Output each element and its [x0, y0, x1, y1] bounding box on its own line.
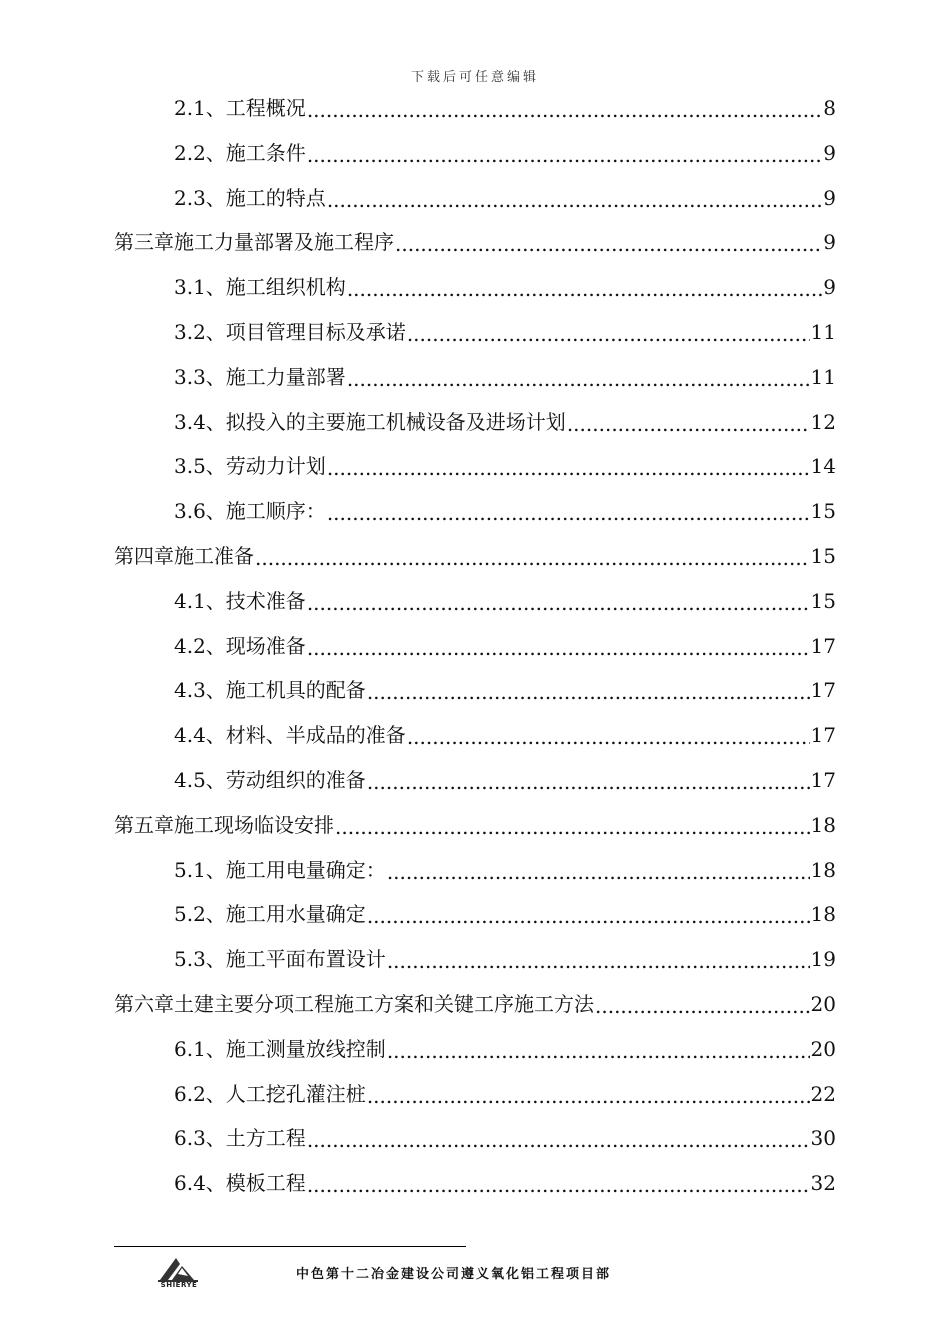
toc-entry-title: 5.2、施工用水量确定 — [174, 902, 366, 927]
toc-entry-title: 2.2、施工条件 — [174, 140, 306, 165]
toc-chapter-row[interactable] — [114, 805, 836, 845]
toc-dot-leader — [327, 180, 822, 220]
toc-entry-page: 19 — [810, 947, 836, 972]
toc-section-row[interactable] — [174, 939, 836, 979]
toc-entry-title: 6.3、土方工程 — [174, 1126, 306, 1151]
toc-entry-title: 4.4、材料、半成品的准备 — [174, 723, 406, 748]
toc-section-row[interactable] — [174, 1074, 836, 1114]
toc-section-row[interactable] — [174, 178, 836, 218]
toc-entry-title: 3.1、施工组织机构 — [174, 275, 346, 300]
toc-entry-page: 15 — [810, 588, 836, 613]
toc-entry-title: 4.1、技术准备 — [174, 588, 306, 613]
toc-dot-leader — [407, 314, 810, 354]
toc-entry-page: 9 — [823, 185, 836, 210]
toc-section-row[interactable] — [174, 626, 836, 666]
header-note: 下载后可任意编辑 — [410, 70, 539, 85]
toc-entry-page: 18 — [810, 857, 836, 882]
toc-entry-page: 12 — [810, 409, 836, 434]
toc-entry-title: 第三章施工力量部署及施工程序 — [114, 230, 394, 255]
toc-entry-title: 第五章施工现场临设安排 — [114, 812, 334, 837]
toc-chapter-row[interactable] — [114, 222, 836, 262]
toc-dot-leader — [307, 90, 822, 130]
toc-entry-title: 3.6、施工顺序： — [174, 499, 326, 524]
toc-entry-page: 14 — [810, 454, 836, 479]
toc-dot-leader — [387, 941, 810, 981]
toc-section-row[interactable] — [174, 760, 836, 800]
toc-entry-title: 6.2、人工挖孔灌注桩 — [174, 1081, 366, 1106]
toc-dot-leader — [395, 224, 822, 264]
toc-section-row[interactable] — [174, 715, 836, 755]
toc-entry-title: 4.5、劳动组织的准备 — [174, 768, 366, 792]
toc-dot-leader — [347, 359, 810, 399]
toc-section-row[interactable] — [174, 894, 836, 934]
toc-entry-title: 3.5、劳动力计划 — [174, 454, 326, 479]
toc-section-row[interactable] — [174, 581, 836, 621]
toc-entry-title: 6.1、施工测量放线控制 — [174, 1036, 386, 1061]
toc-chapter-row[interactable] — [114, 536, 836, 576]
toc-dot-leader — [387, 852, 810, 892]
logo-text: SHIERYE — [160, 1281, 198, 1289]
toc-entry-page: 11 — [810, 320, 836, 344]
toc-dot-leader — [387, 1031, 810, 1071]
toc-section-row[interactable] — [174, 312, 836, 352]
toc-entry-page: 9 — [823, 275, 836, 300]
toc-entry-title: 3.3、施工力量部署 — [174, 364, 346, 389]
toc-dot-leader — [567, 404, 810, 444]
toc-dot-leader — [335, 807, 810, 847]
toc-entry-page: 17 — [810, 768, 836, 792]
toc-entry-title: 4.3、施工机具的配备 — [174, 678, 366, 703]
toc-entry-title: 2.3、施工的特点 — [174, 185, 326, 210]
toc-entry-page: 9 — [823, 140, 836, 165]
toc-section-row[interactable] — [174, 491, 836, 531]
toc-dot-leader — [367, 896, 810, 936]
toc-entry-page: 22 — [810, 1081, 836, 1106]
toc-entry-title: 5.3、施工平面布置设计 — [174, 947, 386, 972]
toc-entry-page: 32 — [810, 1171, 836, 1196]
toc-chapter-row[interactable] — [114, 984, 836, 1024]
toc-dot-leader — [307, 1165, 810, 1205]
toc-dot-leader — [327, 448, 810, 488]
toc-dot-leader — [307, 135, 822, 175]
toc-section-row[interactable] — [174, 1118, 836, 1158]
toc-dot-leader — [307, 1120, 810, 1160]
toc-dot-leader — [367, 1076, 810, 1116]
toc-entry-title: 5.1、施工用电量确定： — [174, 857, 386, 882]
toc-entry-page: 18 — [810, 812, 836, 837]
toc-entry-title: 6.4、模板工程 — [174, 1171, 306, 1196]
toc-section-row[interactable] — [174, 88, 836, 128]
toc-entry-page: 9 — [823, 230, 836, 255]
toc-entry-page: 30 — [810, 1126, 836, 1151]
toc-entry-title: 2.1、工程概况 — [174, 96, 306, 120]
toc-dot-leader — [595, 986, 810, 1026]
toc-dot-leader — [347, 269, 822, 309]
toc-entry-title: 3.4、拟投入的主要施工机械设备及进场计划 — [174, 409, 566, 434]
toc-entry-page: 11 — [810, 364, 836, 389]
toc-section-row[interactable] — [174, 1163, 836, 1203]
toc-dot-leader — [255, 538, 810, 578]
toc-section-row[interactable] — [174, 267, 836, 307]
toc-entry-title: 第四章施工准备 — [114, 544, 254, 568]
toc-entry-page: 17 — [810, 633, 836, 658]
toc-entry-page: 17 — [810, 723, 836, 748]
toc-entry-page: 15 — [810, 544, 836, 568]
toc-entry-title: 第六章土建主要分项工程施工方案和关键工序施工方法 — [114, 992, 594, 1016]
toc-section-row[interactable] — [174, 133, 836, 173]
toc-dot-leader — [367, 672, 810, 712]
toc-section-row[interactable] — [174, 446, 836, 486]
toc-entry-page: 8 — [823, 96, 836, 120]
toc-dot-leader — [367, 762, 810, 802]
toc-dot-leader — [307, 583, 810, 623]
toc-entry-page: 20 — [810, 992, 836, 1016]
toc-section-row[interactable] — [174, 850, 836, 890]
toc-entry-page: 17 — [810, 678, 836, 703]
footer-company-name: 中色第十二冶金建设公司遵义氧化铝工程项目部 — [296, 1267, 612, 1282]
toc-section-row[interactable] — [174, 402, 836, 442]
toc-dot-leader — [327, 493, 810, 533]
footer-rule — [114, 1246, 466, 1247]
toc-entry-title: 3.2、项目管理目标及承诺 — [174, 320, 406, 344]
toc-entry-page: 20 — [810, 1036, 836, 1061]
toc-entry-title: 4.2、现场准备 — [174, 633, 306, 658]
toc-dot-leader — [407, 717, 810, 757]
toc-section-row[interactable] — [174, 670, 836, 710]
toc-section-row[interactable] — [174, 1029, 836, 1069]
toc-entry-page: 18 — [810, 902, 836, 927]
toc-entry-page: 15 — [810, 499, 836, 524]
toc-section-row[interactable] — [174, 357, 836, 397]
toc-dot-leader — [307, 628, 810, 668]
